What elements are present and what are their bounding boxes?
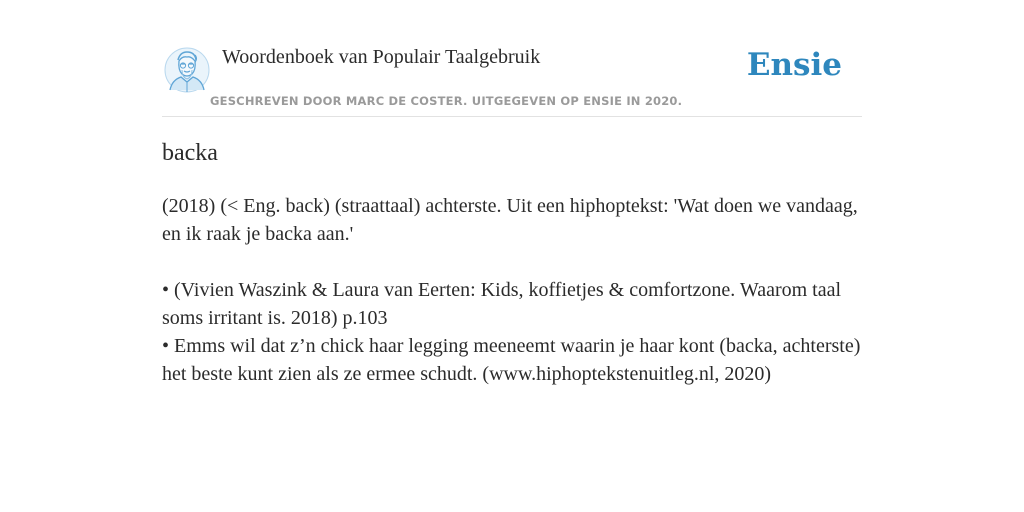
page (162, 0, 862, 385)
ensie-logo-link[interactable]: Ensie (746, 47, 842, 83)
entry-word: backa (162, 140, 218, 166)
author-byline: GESCHREVEN DOOR MARC DE COSTER. UITGEGEVEN OP ENSIE IN 2020. (210, 94, 683, 108)
dictionary-title[interactable]: Woordenboek van Populair Taalgebruik (222, 46, 541, 68)
paragraph-spacer (162, 248, 862, 276)
definition-text: (2018) (< Eng. back) (straattaal) achterste. Uit een hiphoptekst: 'Wat doen we vandaag, en ik raak je backa aan.' (162, 195, 858, 245)
citation-item: • (Vivien Waszink & Laura van Eerten: Kids, koffietjes & comfortzone. Waarom taal soms irritant is. 2018) p.103 (162, 279, 842, 329)
citation-item: • Emms wil dat z’n chick haar legging meeneemt waarin je haar kont (backa, achterste) het beste kunt zien als ze ermee schudt. (www.hiphoptekstenuitleg.nl, 2020) (162, 335, 861, 385)
author-portrait-icon[interactable] (164, 46, 210, 94)
header (162, 0, 862, 117)
entry-definition (162, 192, 862, 388)
